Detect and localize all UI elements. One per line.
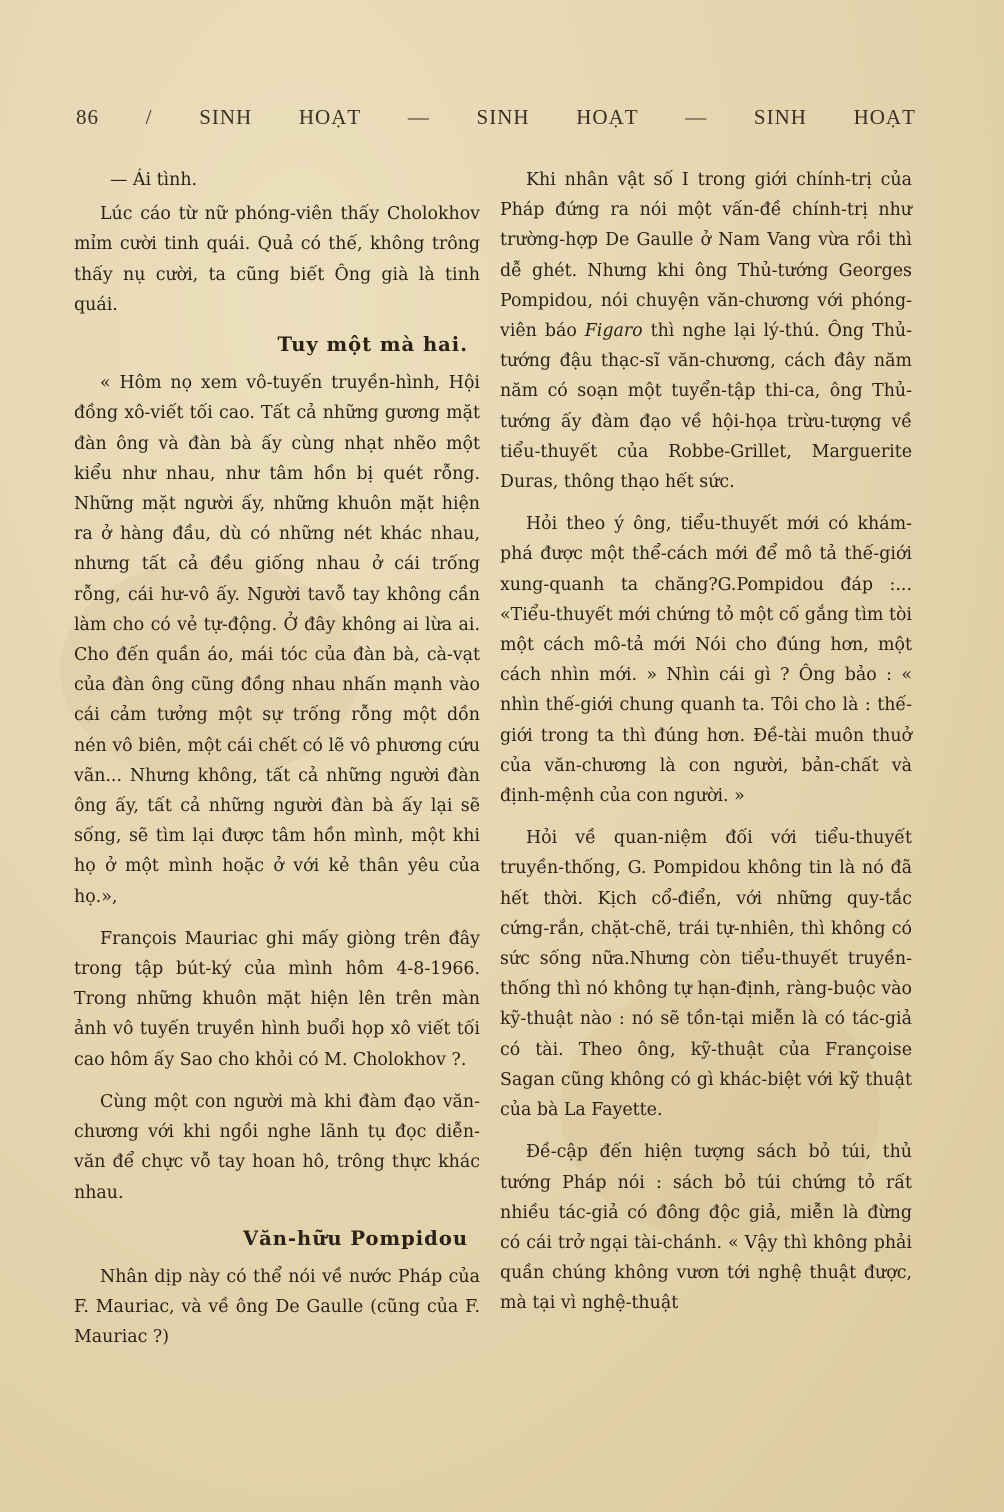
header-word: HOẠT <box>298 104 362 129</box>
newspaper-name: Figaro <box>584 321 643 342</box>
paragraph: Đề-cập đến hiện tượng sách bỏ túi, thủ tướng Pháp nói : sách bỏ túi chứng tỏ rất nhiều tác-giả có đông độc giả, miễn là đừng có cái trở ngại tài-chánh. « Vậy thì không phải quần chúng không vươn tới nghệ thuật được, mà tại vì nghệ-thuật <box>500 1142 912 1314</box>
header-word: SINH <box>476 104 530 129</box>
page-number: 86 <box>76 104 99 129</box>
header-word: SINH <box>199 104 253 129</box>
header-dash: — <box>407 104 430 129</box>
paragraph: Lúc cáo từ nữ phóng-viên thấy Cholokhov mỉm cười tinh quái. Quả có thế, không trông thấy nụ cười, ta cũng biết Ông già là tinh quái. <box>74 204 480 315</box>
paragraph: Hỏi theo ý ông, tiểu-thuyết mới có khám-phá được một thể-cách mới để mô tả thế-giới xung-quanh ta chăng?G.Pompidou đáp :... «Tiểu-thuyết mới chứng tỏ một cố gắng tìm tòi một cách mô-tả mới Nói cho đúng hơn, một cách nhìn mới. » Nhìn cái gì ? Ông bảo : « nhìn thế-giới chung quanh ta. Tôi cho là : thế-giới trong ta thì đúng hơn. Đề-tài muôn thuở của văn-chương là con người, bản-chất và định-mệnh của con người. » <box>500 514 912 807</box>
left-column <box>74 165 480 1353</box>
paragraph <box>500 165 912 497</box>
section-heading: Văn-hữu Pompidou <box>243 1226 468 1250</box>
header-dash: — <box>685 104 708 129</box>
text-run: thì nghe lại lý-thú. Ông Thủ-tướng đậu thạc-sĩ văn-chương, cách đây năm năm có soạn một tuyển-tập thi-ca, ông Thủ-tướng ấy đàm đạo về hội-họa trừu-tượng về tiểu-thuyết của Robbe-Grillet, Marguerite Duras, thông thạo hết sức. <box>500 321 912 493</box>
quote-paragraph: « Hôm nọ xem vô-tuyến truyền-hình, Hội đồng xô-viết tối cao. Tất cả những gương mặt đàn ông và đàn bà ấy cùng nhạt nhẽo một kiểu như nhau, như tâm hồn bị quét rỗng. Những mặt người ấy, những khuôn mặt hiện ra ở hàng đầu, dù có những nét khác nhau, nhưng tất cả đều giống nhau ở cái trống rỗng, cái hư-vô ấy. Người tavỗ tay không cần làm cho có vẻ tự-động. Ở đây không ai lừa ai. Cho đến quần áo, mái tóc của đàn bà, cà-vạt của đàn ông cũng đồng nhau nhấn mạnh vào cái cảm tưởng một sự trống rỗng một dồn nén vô biên, một cái chết có lẽ vô phương cứu vãn... Nhưng không, tất cả những người đàn ông ấy, tất cả những người đàn bà ấy lại sẽ sống, sẽ tìm lại được tâm hồn mình, một khi họ ở một mình hoặc ở với kẻ thân yêu của họ.», <box>74 373 480 907</box>
text-run: Khi nhân vật số I trong giới chính-trị của Pháp đứng ra nói một vấn-đề chính-trị như trường-hợp De Gaulle ở Nam Vang vừa rồi thì dễ ghét. Nhưng khi ông Thủ-tướng Georges Pompidou, nói chuyện văn-chương với phóng-viên báo <box>500 170 912 342</box>
right-column <box>500 165 912 1319</box>
paragraph: Hỏi về quan-niệm đối với tiểu-thuyết truyền-thống, G. Pompidou không tin là nó đã hết thời. Kịch cổ-điển, với những quy-tắc cứng-rắn, chặt-chẽ, trái tự-nhiên, thì không có sức sống nữa.Nhưng còn tiểu-thuyết truyền-thống thì nó không tự hạn-định, ràng-buộc vào kỹ-thuật nào : nó sẽ tồn-tại miễn là có tác-giả có tài. Theo ông, kỹ-thuật của Françoise Sagan cũng không có gì khác-biệt với kỹ thuật của bà La Fayette. <box>500 828 912 1121</box>
header-word: SINH <box>753 104 807 129</box>
paragraph: Nhân dịp này có thể nói về nước Pháp của F. Mauriac, và về ông De Gaulle (cũng của F. Mauriac ?) <box>74 1266 480 1348</box>
paragraph: Cùng một con người mà khi đàm đạo văn-chương với khi ngồi nghe lãnh tụ đọc diễn-văn để chực vỗ tay hoan hô, trông thực khác nhau. <box>74 1091 480 1203</box>
paragraph: François Mauriac ghi mấy giòng trên đây trong tập bút-ký của mình hôm 4-8-1966. Trong những khuôn mặt hiện lên trên màn ảnh vô tuyến truyền hình buổi họp xô viết tối cao hôm ấy Sao cho khỏi có M. Cholokhov ?. <box>74 928 480 1070</box>
header-word: HOẠT <box>576 104 639 129</box>
header-slash: / <box>145 104 153 129</box>
dialog-line: — Ái tình. <box>110 170 198 190</box>
header-word: HOẠT <box>853 104 916 129</box>
section-heading: Tuy một mà hai. <box>277 333 468 357</box>
running-header <box>76 102 916 132</box>
